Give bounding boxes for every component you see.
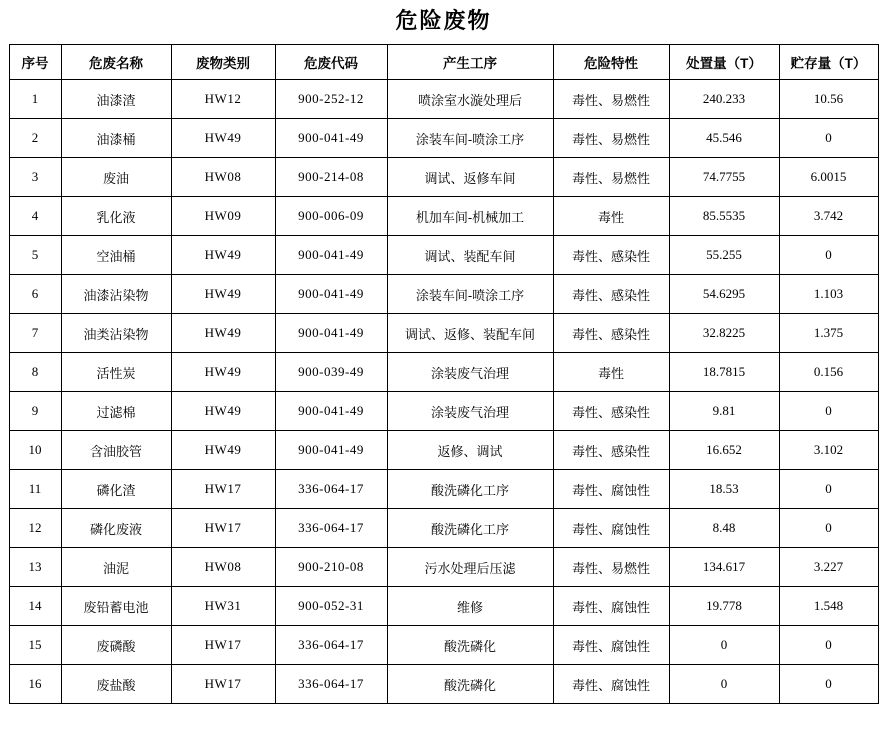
table-row — [9, 665, 878, 704]
cell-hazard-property: 毒性 — [553, 353, 669, 392]
cell-waste-name: 废油 — [61, 158, 171, 197]
cell-disposal-amount: 19.778 — [669, 587, 779, 626]
cell-waste-code: 900-041-49 — [275, 119, 387, 158]
cell-disposal-amount: 0 — [669, 626, 779, 665]
cell-hazard-property: 毒性 — [553, 197, 669, 236]
cell-hazard-property: 毒性、感染性 — [553, 431, 669, 470]
cell-waste-category: HW09 — [171, 197, 275, 236]
cell-disposal-amount: 54.6295 — [669, 275, 779, 314]
cell-process: 返修、调试 — [387, 431, 553, 470]
table-row — [9, 470, 878, 509]
cell-waste-category: HW49 — [171, 431, 275, 470]
cell-waste-name: 磷化废液 — [61, 509, 171, 548]
cell-hazard-property: 毒性、易燃性 — [553, 158, 669, 197]
cell-waste-category: HW49 — [171, 119, 275, 158]
cell-hazard-property: 毒性、腐蚀性 — [553, 509, 669, 548]
cell-waste-code: 900-041-49 — [275, 314, 387, 353]
cell-disposal-amount: 55.255 — [669, 236, 779, 275]
cell-storage-amount: 3.102 — [779, 431, 878, 470]
cell-process: 酸洗磷化工序 — [387, 470, 553, 509]
cell-waste-name: 过滤棉 — [61, 392, 171, 431]
table-row — [9, 392, 878, 431]
cell-waste-code: 336-064-17 — [275, 626, 387, 665]
cell-storage-amount: 1.548 — [779, 587, 878, 626]
cell-process: 酸洗磷化工序 — [387, 509, 553, 548]
cell-storage-amount: 0 — [779, 626, 878, 665]
cell-hazard-property: 毒性、感染性 — [553, 392, 669, 431]
table-row — [9, 80, 878, 119]
cell-waste-category: HW49 — [171, 236, 275, 275]
cell-disposal-amount: 85.5535 — [669, 197, 779, 236]
cell-waste-name: 乳化液 — [61, 197, 171, 236]
cell-waste-code: 900-210-08 — [275, 548, 387, 587]
cell-waste-name: 油类沾染物 — [61, 314, 171, 353]
cell-index: 3 — [9, 158, 61, 197]
cell-disposal-amount: 74.7755 — [669, 158, 779, 197]
cell-disposal-amount: 16.652 — [669, 431, 779, 470]
hazardous-waste-table — [9, 44, 879, 704]
cell-index: 5 — [9, 236, 61, 275]
cell-process: 酸洗磷化 — [387, 626, 553, 665]
table-row — [9, 548, 878, 587]
cell-waste-code: 900-052-31 — [275, 587, 387, 626]
cell-index: 8 — [9, 353, 61, 392]
cell-storage-amount: 6.0015 — [779, 158, 878, 197]
cell-waste-name: 油漆渣 — [61, 80, 171, 119]
cell-waste-name: 含油胶管 — [61, 431, 171, 470]
cell-storage-amount: 0.156 — [779, 353, 878, 392]
cell-waste-code: 900-041-49 — [275, 236, 387, 275]
cell-process: 酸洗磷化 — [387, 665, 553, 704]
cell-storage-amount: 1.375 — [779, 314, 878, 353]
cell-process: 涂装车间-喷涂工序 — [387, 119, 553, 158]
cell-waste-code: 900-252-12 — [275, 80, 387, 119]
table-row — [9, 431, 878, 470]
cell-process: 涂装车间-喷涂工序 — [387, 275, 553, 314]
cell-waste-category: HW31 — [171, 587, 275, 626]
cell-storage-amount: 0 — [779, 665, 878, 704]
cell-waste-category: HW17 — [171, 470, 275, 509]
cell-waste-category: HW49 — [171, 353, 275, 392]
cell-waste-name: 活性炭 — [61, 353, 171, 392]
cell-waste-category: HW08 — [171, 158, 275, 197]
cell-waste-category: HW08 — [171, 548, 275, 587]
column-header-index: 序号 — [9, 45, 61, 80]
cell-process: 污水处理后压滤 — [387, 548, 553, 587]
table-body — [9, 80, 878, 704]
cell-disposal-amount: 18.53 — [669, 470, 779, 509]
column-header-waste-category: 废物类别 — [171, 45, 275, 80]
cell-process: 维修 — [387, 587, 553, 626]
table-row — [9, 626, 878, 665]
table-row — [9, 158, 878, 197]
cell-hazard-property: 毒性、感染性 — [553, 236, 669, 275]
column-header-process: 产生工序 — [387, 45, 553, 80]
cell-waste-category: HW49 — [171, 314, 275, 353]
cell-index: 12 — [9, 509, 61, 548]
cell-storage-amount: 0 — [779, 509, 878, 548]
cell-waste-name: 废磷酸 — [61, 626, 171, 665]
cell-storage-amount: 0 — [779, 119, 878, 158]
cell-waste-category: HW49 — [171, 392, 275, 431]
table-row — [9, 197, 878, 236]
cell-process: 涂装废气治理 — [387, 392, 553, 431]
table-row — [9, 236, 878, 275]
cell-storage-amount: 0 — [779, 236, 878, 275]
cell-process: 调试、装配车间 — [387, 236, 553, 275]
cell-waste-code: 900-214-08 — [275, 158, 387, 197]
cell-disposal-amount: 9.81 — [669, 392, 779, 431]
cell-process: 喷涂室水漩处理后 — [387, 80, 553, 119]
cell-waste-category: HW17 — [171, 509, 275, 548]
column-header-waste-code: 危废代码 — [275, 45, 387, 80]
cell-disposal-amount: 32.8225 — [669, 314, 779, 353]
cell-storage-amount: 0 — [779, 470, 878, 509]
table-row — [9, 509, 878, 548]
column-header-storage-amount: 贮存量（T） — [779, 45, 878, 80]
cell-index: 6 — [9, 275, 61, 314]
cell-index: 11 — [9, 470, 61, 509]
cell-waste-name: 油泥 — [61, 548, 171, 587]
cell-disposal-amount: 8.48 — [669, 509, 779, 548]
cell-index: 7 — [9, 314, 61, 353]
column-header-waste-name: 危废名称 — [61, 45, 171, 80]
table-header-row — [9, 45, 878, 80]
cell-hazard-property: 毒性、易燃性 — [553, 548, 669, 587]
cell-waste-category: HW12 — [171, 80, 275, 119]
cell-waste-name: 磷化渣 — [61, 470, 171, 509]
cell-hazard-property: 毒性、腐蚀性 — [553, 665, 669, 704]
cell-storage-amount: 1.103 — [779, 275, 878, 314]
cell-waste-name: 废盐酸 — [61, 665, 171, 704]
cell-hazard-property: 毒性、感染性 — [553, 275, 669, 314]
cell-index: 10 — [9, 431, 61, 470]
table-row — [9, 119, 878, 158]
cell-hazard-property: 毒性、腐蚀性 — [553, 587, 669, 626]
cell-waste-name: 空油桶 — [61, 236, 171, 275]
cell-waste-code: 336-064-17 — [275, 470, 387, 509]
cell-index: 9 — [9, 392, 61, 431]
cell-index: 2 — [9, 119, 61, 158]
cell-waste-code: 900-039-49 — [275, 353, 387, 392]
cell-disposal-amount: 240.233 — [669, 80, 779, 119]
cell-waste-name: 油漆桶 — [61, 119, 171, 158]
cell-waste-category: HW17 — [171, 665, 275, 704]
cell-index: 4 — [9, 197, 61, 236]
cell-index: 15 — [9, 626, 61, 665]
cell-hazard-property: 毒性、易燃性 — [553, 80, 669, 119]
page-title: 危险废物 — [395, 8, 492, 33]
cell-waste-name: 废铅蓄电池 — [61, 587, 171, 626]
cell-waste-code: 900-041-49 — [275, 431, 387, 470]
cell-disposal-amount: 45.546 — [669, 119, 779, 158]
cell-waste-code: 336-064-17 — [275, 509, 387, 548]
cell-storage-amount: 3.742 — [779, 197, 878, 236]
cell-disposal-amount: 0 — [669, 665, 779, 704]
cell-hazard-property: 毒性、感染性 — [553, 314, 669, 353]
cell-waste-name: 油漆沾染物 — [61, 275, 171, 314]
cell-index: 13 — [9, 548, 61, 587]
cell-storage-amount: 10.56 — [779, 80, 878, 119]
cell-process: 涂装废气治理 — [387, 353, 553, 392]
column-header-disposal-amount: 处置量（T） — [669, 45, 779, 80]
cell-waste-code: 900-006-09 — [275, 197, 387, 236]
table-row — [9, 353, 878, 392]
cell-storage-amount: 3.227 — [779, 548, 878, 587]
cell-process: 调试、返修、装配车间 — [387, 314, 553, 353]
cell-waste-category: HW17 — [171, 626, 275, 665]
cell-process: 机加车间-机械加工 — [387, 197, 553, 236]
cell-hazard-property: 毒性、腐蚀性 — [553, 470, 669, 509]
cell-disposal-amount: 18.7815 — [669, 353, 779, 392]
cell-storage-amount: 0 — [779, 392, 878, 431]
cell-waste-code: 336-064-17 — [275, 665, 387, 704]
cell-index: 1 — [9, 80, 61, 119]
cell-hazard-property: 毒性、易燃性 — [553, 119, 669, 158]
table-header — [9, 45, 878, 80]
cell-waste-category: HW49 — [171, 275, 275, 314]
table-row — [9, 587, 878, 626]
cell-process: 调试、返修车间 — [387, 158, 553, 197]
table-row — [9, 314, 878, 353]
cell-waste-code: 900-041-49 — [275, 275, 387, 314]
cell-index: 16 — [9, 665, 61, 704]
cell-waste-code: 900-041-49 — [275, 392, 387, 431]
cell-hazard-property: 毒性、腐蚀性 — [553, 626, 669, 665]
cell-index: 14 — [9, 587, 61, 626]
column-header-hazard-property: 危险特性 — [553, 45, 669, 80]
table-row — [9, 275, 878, 314]
cell-disposal-amount: 134.617 — [669, 548, 779, 587]
